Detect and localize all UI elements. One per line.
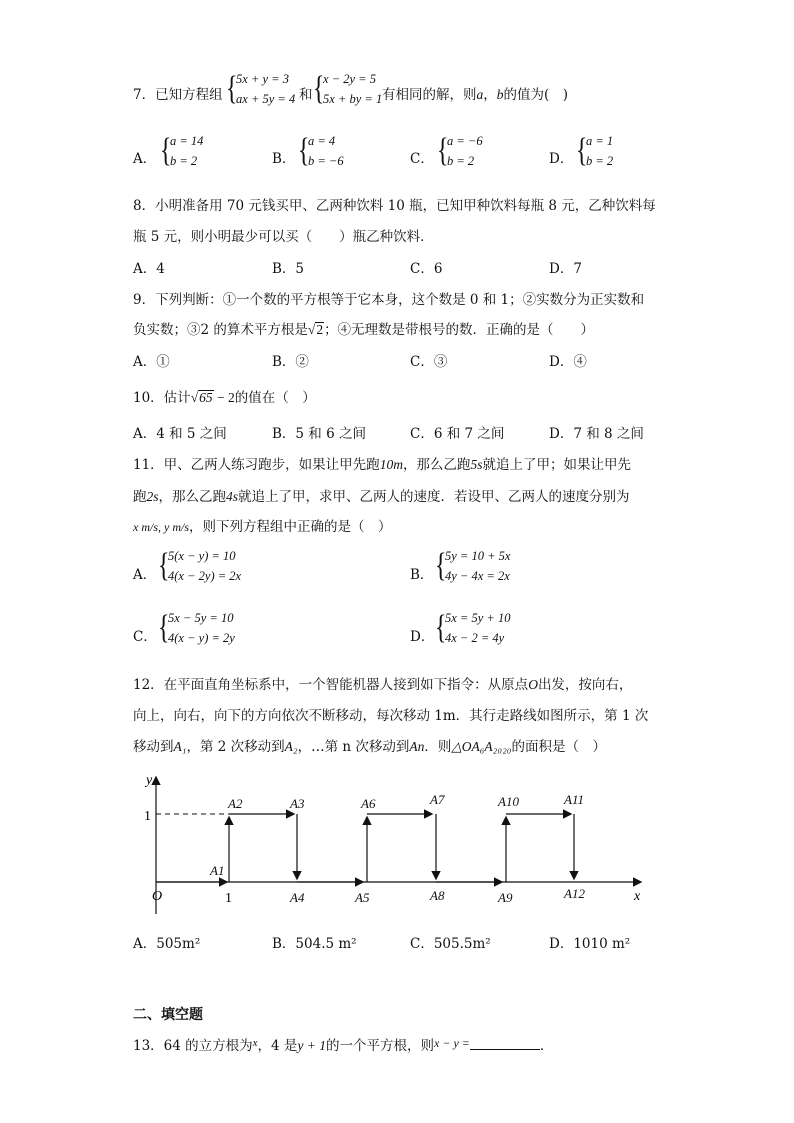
label-a8: A8 bbox=[430, 888, 445, 903]
q9-option-a[interactable]: A．① bbox=[133, 354, 170, 370]
q10-option-c[interactable]: C．6 和 7 之间 bbox=[410, 426, 505, 442]
q12-option-a[interactable]: A．505m² bbox=[133, 936, 201, 952]
label-a11: A11 bbox=[564, 792, 584, 807]
label-a2: A2 bbox=[228, 796, 243, 811]
q12-option-b[interactable]: B．504.5 m² bbox=[272, 936, 357, 952]
q9-option-d[interactable]: D．④ bbox=[549, 354, 587, 370]
q7-tail: 有相同的解，则a，b的值为( ) bbox=[382, 87, 569, 103]
label-a4: A4 bbox=[290, 890, 305, 905]
label-a3: A3 bbox=[290, 796, 305, 811]
q7-option-c-label[interactable]: C． bbox=[410, 151, 434, 167]
q8-option-b[interactable]: B．5 bbox=[272, 261, 305, 277]
q7-system-1: { 5x + y = 3 ax + 5y = 4 bbox=[226, 70, 296, 107]
q11-option-b[interactable]: { 5y = 10 + 5x 4y − 4x = 2x bbox=[435, 547, 511, 584]
q8-option-a[interactable]: A．4 bbox=[133, 261, 165, 277]
q7-option-a[interactable]: { a = 14 b = 2 bbox=[160, 132, 204, 169]
q11-line-2: 跑2s，那么乙跑4s就追上了甲，求甲、乙两人的速度．若设甲、乙两人的速度分别为 bbox=[133, 489, 630, 505]
q11-line-1: 11．甲、乙两人练习跑步，如果让甲先跑10m，那么乙跑5s就追上了甲；如果让甲先 bbox=[133, 457, 631, 473]
q12-option-d[interactable]: D．1010 m² bbox=[549, 936, 631, 952]
q11-option-b-label[interactable]: B． bbox=[410, 567, 434, 583]
q10-option-a[interactable]: A．4 和 5 之间 bbox=[133, 426, 227, 442]
q8-option-d[interactable]: D．7 bbox=[549, 261, 582, 277]
q9-option-b[interactable]: B．② bbox=[272, 354, 309, 370]
section-title: 二、填空题 bbox=[133, 1007, 203, 1023]
q12-option-c[interactable]: C．505.5m² bbox=[410, 936, 491, 952]
q12-line-3: 移动到A₁，第 2 次移动到A₂，…第 n 次移动到An．则△OA₆A₂₀₂₀的面积是（ ） bbox=[133, 739, 606, 755]
q9-option-c[interactable]: C．③ bbox=[410, 354, 448, 370]
q13-line: 13．64 的立方根为$^x$，4 是y + 1的一个平方根，则x − y = ． bbox=[133, 1036, 554, 1054]
q11-option-d[interactable]: { 5x = 5y + 10 4x − 2 = 4y bbox=[435, 609, 511, 646]
q7-system-2: { x − 2y = 5 5x + by = 1 bbox=[313, 70, 383, 107]
label-a1: A1 bbox=[210, 863, 225, 878]
label-a12: A12 bbox=[564, 886, 585, 901]
label-a9: A9 bbox=[498, 890, 513, 905]
q10-line: 10．估计√65 − 2的值在（ ） bbox=[133, 390, 316, 406]
q7-option-b[interactable]: { a = 4 b = −6 bbox=[298, 132, 344, 169]
q7-option-b-label[interactable]: B． bbox=[272, 151, 296, 167]
q8-option-c[interactable]: C．6 bbox=[410, 261, 443, 277]
q7-and: 和 bbox=[299, 87, 313, 103]
q9-line-1: 9．下列判断：①一个数的平方根等于它本身，这个数是 0 和 1；②实数分为正实数和 bbox=[133, 292, 645, 308]
robot-path-graph bbox=[130, 768, 660, 918]
label-a5: A5 bbox=[355, 890, 370, 905]
q11-option-c[interactable]: { 5x − 5y = 10 4(x − y) = 2y bbox=[158, 609, 235, 646]
x-axis-label: x bbox=[634, 889, 641, 904]
q7-option-d-label[interactable]: D． bbox=[549, 151, 574, 167]
label-a6: A6 bbox=[361, 796, 376, 811]
q12-line-1: 12．在平面直角坐标系中，一个智能机器人接到如下指令：从原点O出发，按向右， bbox=[133, 677, 633, 693]
origin-label: O bbox=[152, 889, 163, 904]
q7-option-d[interactable]: { a = 1 b = 2 bbox=[576, 132, 614, 169]
q11-line-3: x m/s, y m/s，则下列方程组中正确的是（ ） bbox=[133, 519, 392, 535]
label-a10: A10 bbox=[498, 794, 519, 809]
y-axis-label: y bbox=[146, 773, 153, 788]
q11-option-a[interactable]: { 5(x − y) = 10 4(x − 2y) = 2x bbox=[158, 547, 242, 584]
q11-option-c-label[interactable]: C． bbox=[133, 629, 157, 645]
q7-option-a-label[interactable]: A． bbox=[133, 151, 157, 167]
q11-option-a-label[interactable]: A． bbox=[133, 567, 157, 583]
x-one-label: 1 bbox=[225, 891, 232, 906]
label-a7: A7 bbox=[430, 792, 445, 807]
q10-option-d[interactable]: D．7 和 8 之间 bbox=[549, 426, 644, 442]
q8-line-1: 8．小明准备用 70 元钱买甲、乙两种饮料 10 瓶，已知甲种饮料每瓶 8 元，乙种饮料每 bbox=[133, 198, 656, 214]
q9-line-2: 负实数；③2 的算术平方根是√2；④无理数是带根号的数．正确的是（ ） bbox=[133, 322, 595, 338]
q13-answer-blank[interactable] bbox=[470, 1037, 540, 1050]
q12-line-2: 向上，向右，向下的方向依次不断移动，每次移动 1m．其行走路线如图所示，第 1 次 bbox=[133, 708, 649, 724]
q7-line: 7．已知方程组 bbox=[133, 87, 223, 103]
q8-line-2: 瓶 5 元，则小明最少可以买（ ）瓶乙种饮料． bbox=[133, 229, 434, 245]
q10-option-b[interactable]: B．5 和 6 之间 bbox=[272, 426, 366, 442]
q11-option-d-label[interactable]: D． bbox=[410, 629, 435, 645]
q7-option-c[interactable]: { a = −6 b = 2 bbox=[437, 132, 483, 169]
y-one-label: 1 bbox=[144, 809, 151, 824]
